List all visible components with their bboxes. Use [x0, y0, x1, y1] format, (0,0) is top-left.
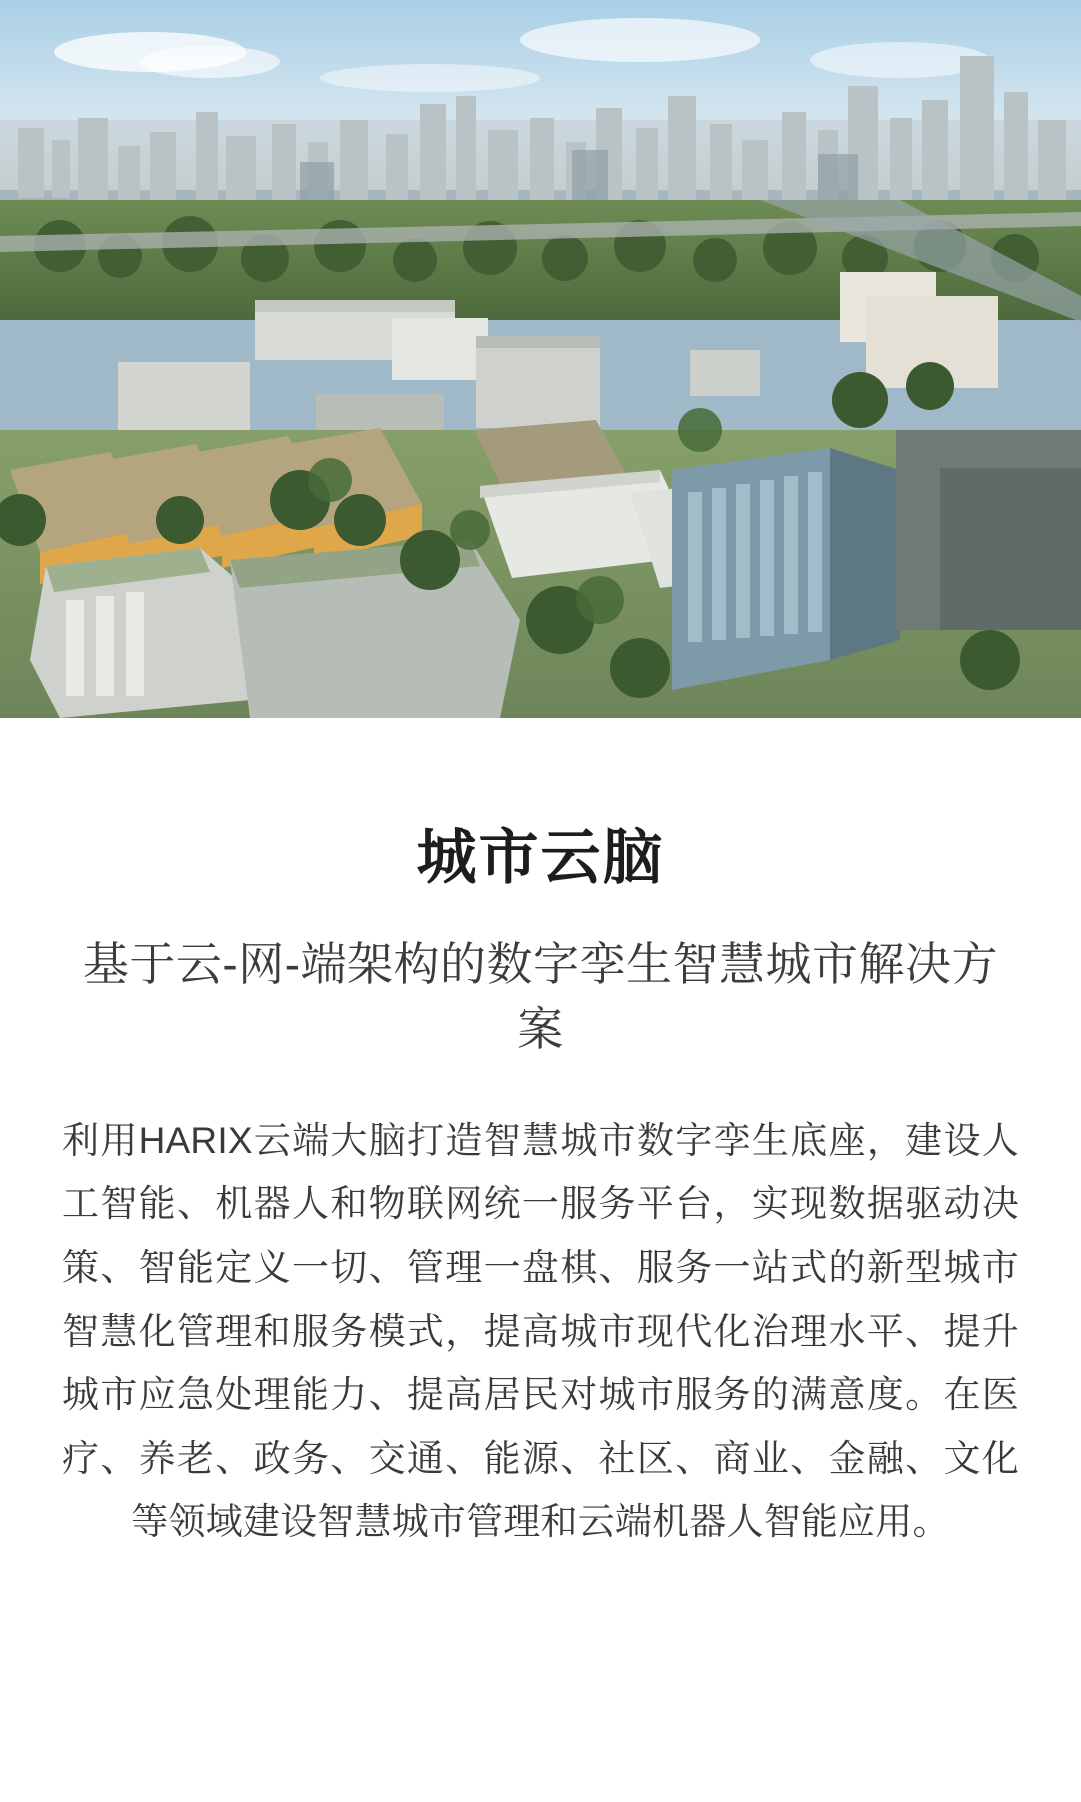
- page-title: 城市云脑: [416, 824, 665, 891]
- article-content: [0, 718, 1081, 1554]
- page-subtitle: 基于云-网-端架构的数字孪生智慧城市解决方案: [82, 938, 999, 1056]
- city-aerial-illustration: [0, 0, 1081, 718]
- hero-image: [0, 0, 1081, 718]
- article-body-paragraph: 利用HARIX云端大脑打造智慧城市数字孪生底座，建设人工智能、机器人和物联网统一服务平台，实现数据驱动决策、智能定义一切、管理一盘棋、服务一站式的新型城市智慧化管理和服务模式，提高城市现代化治理水平、提升城市应急处理能力、提高居民对城市服务的满意度。在医疗、养老、政务、交通、能源、社区、商业、金融、文化等领域建设智慧城市管理和云端机器人智能应用。: [62, 1119, 1019, 1543]
